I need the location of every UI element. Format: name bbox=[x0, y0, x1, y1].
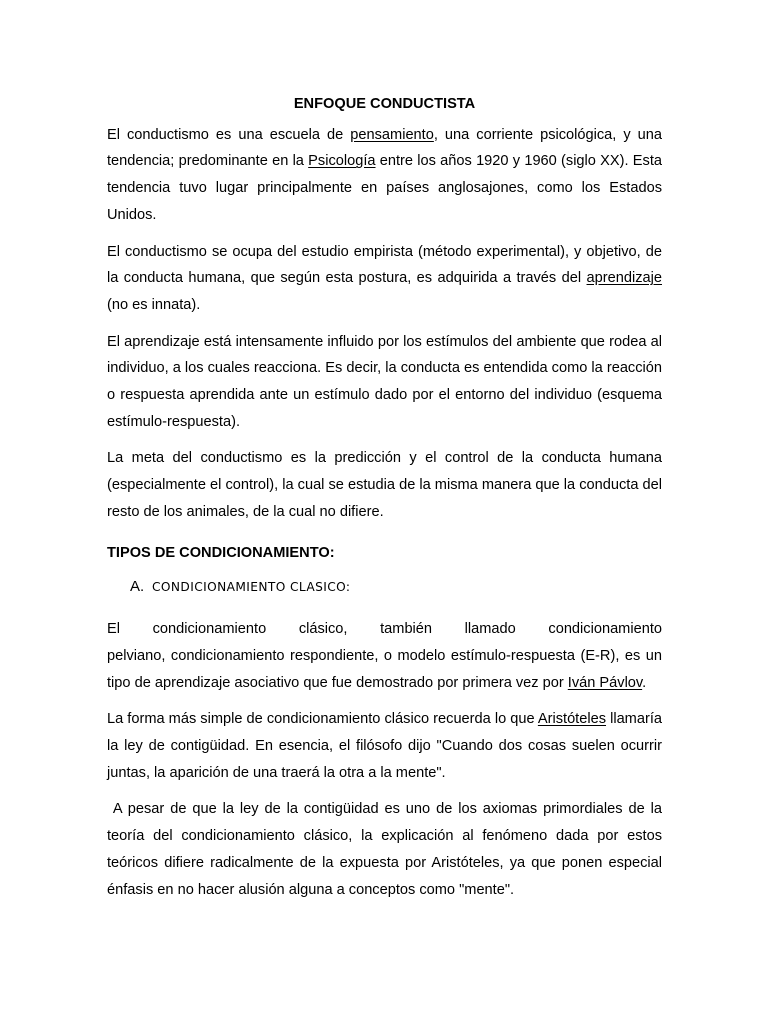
paragraph-5-line-1: El condicionamiento clásico, también llamado condicionamiento bbox=[107, 621, 662, 638]
paragraph-7: A pesar de que la ley de la contigüidad es uno de los axiomas primordiales de la teoría del condicionamiento clásico, la explicación al fenómeno dada por estos teóricos difiere radicalmente de la expuesta por Aristóteles, ya que ponen especial énfasis en no hacer alusión alguna a conceptos como "mente". bbox=[107, 801, 667, 898]
paragraph-text: pelviano, condicionamiento respondiente, o modelo estímulo-respuesta (E-R), es un tipo de aprendizaje asociativo que fue demostrado por primera vez por bbox=[107, 647, 662, 691]
aristoteles-link[interactable]: Aristóteles bbox=[537, 711, 607, 728]
paragraph-text: , una corriente psicológica, y una tendencia; predominante en la bbox=[107, 126, 663, 170]
document-page bbox=[107, 91, 667, 913]
paragraph-3: El aprendizaje está intensamente influido por los estímulos del ambiente que rodea al individuo, a los cuales reacciona. Es decir, la conducta es entendida como la reacción o respuesta aprendida ante un estímulo dado por el entorno del individuo (esquema estímulo-respuesta). bbox=[107, 333, 662, 430]
list-marker: A. bbox=[130, 578, 145, 596]
paragraph-text: llamaría la ley de contigüidad. En esencia, el filósofo dijo "Cuando dos cosas suelen ocurrir juntas, la aparición de una traerá la otra a la mente". bbox=[107, 711, 662, 781]
psicologia-link[interactable]: Psicología bbox=[308, 153, 376, 170]
document-title: ENFOQUE CONDUCTISTA bbox=[293, 96, 476, 112]
paragraph-2 bbox=[107, 239, 662, 319]
paragraph-text: entre los años 1920 y 1960 (siglo XX). Esta tendencia tuvo lugar principalmente en países anglosajones, como los Estados Unidos. bbox=[107, 153, 662, 223]
aprendizaje-link[interactable]: aprendizaje bbox=[586, 270, 662, 287]
ivan-pavlov-link[interactable]: Iván Pávlov bbox=[567, 674, 643, 691]
paragraph-text: La forma más simple de condicionamiento clásico recuerda lo que bbox=[107, 711, 538, 728]
paragraph-6 bbox=[107, 706, 662, 786]
paragraph-text: El conductismo se ocupa del estudio empirista (método experimental), y objetivo, de la conducta humana, que según esta postura, es adquirida a través del bbox=[107, 243, 662, 287]
subheading-text: CONDICIONAMIENTO CLASICO: bbox=[152, 580, 351, 595]
paragraph-5 bbox=[107, 616, 662, 696]
paragraph-5-rest bbox=[107, 643, 662, 696]
paragraph-text: (no es innata). bbox=[107, 296, 201, 313]
section-heading: TIPOS DE CONDICIONAMIENTO: bbox=[107, 544, 335, 561]
pensamiento-link[interactable]: pensamiento bbox=[350, 126, 434, 143]
paragraph-text: . bbox=[642, 674, 647, 691]
paragraph-text: El conductismo es una escuela de bbox=[107, 126, 351, 143]
paragraph-4: La meta del conductismo es la predicción y el control de la conducta humana (especialmente el control), la cual se estudia de la misma manera que la conducta del resto de los animales, de la cual no difiere. bbox=[107, 450, 662, 520]
paragraph-1 bbox=[107, 122, 662, 229]
subheading bbox=[107, 574, 662, 600]
